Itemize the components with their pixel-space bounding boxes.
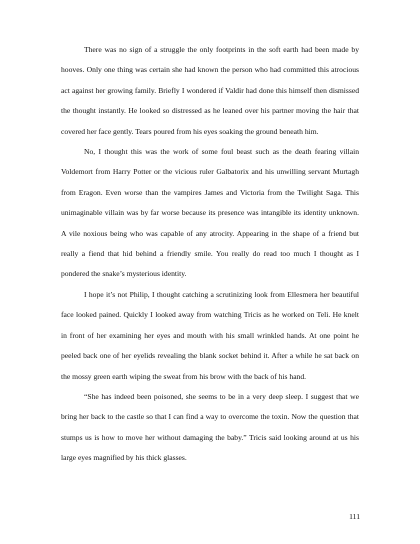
body-text xyxy=(61,40,359,469)
paragraph-4: “She has indeed been poisoned, she seems to be in a very deep sleep. I suggest that we bring her back to the castle so that I can find a way to overcome the toxin. Now the question that stumps us is how to move her without damaging the baby.” Tricis said looking around at us his large eyes magnified by his thick glasses. xyxy=(61,391,359,463)
page-number: 111 xyxy=(349,512,360,521)
paragraph-1: There was no sign of a struggle the only footprints in the soft earth had been made by hooves. Only one thing was certain she had known the person who had committed this atrocious act against her growing family. Briefly I wondered if Valdir had done this himself then dismissed the thought instantly. He looked so distressed as he leaned over his partner moving the hair that covered her face gently. Tears poured from his eyes soaking the ground beneath him. xyxy=(61,45,359,136)
paragraph-2: No, I thought this was the work of some foul beast such as the death fearing villain Voldemort from Harry Potter or the vicious ruler Galbatorix and his unwilling servant Murtagh from Eragon. Even worse than the vampires James and Victoria from the Twilight Saga. This unimaginable villain was by far worse because its presence was intangible its identity unknown. A vile noxious being who was capable of any atrocity. Appearing in the shape of a friend but really a fiend that hid behind a friendly smile. You really do read too much I thought as I pondered the snake’s mysterious identity. xyxy=(61,147,359,279)
paragraph-3: I hope it’s not Philip, I thought catching a scrutinizing look from Ellesmera her beautiful face looked pained. Quickly I looked away from watching Tricis as he worked on Teli. He knelt in front of her examining her eyes and mouth with his small wrinkled hands. At one point he peeled back one of her eyelids revealing the blank socket behind it. After a while he sat back on the mossy green earth wiping the sweat from his brow with the back of his hand. xyxy=(61,289,359,381)
